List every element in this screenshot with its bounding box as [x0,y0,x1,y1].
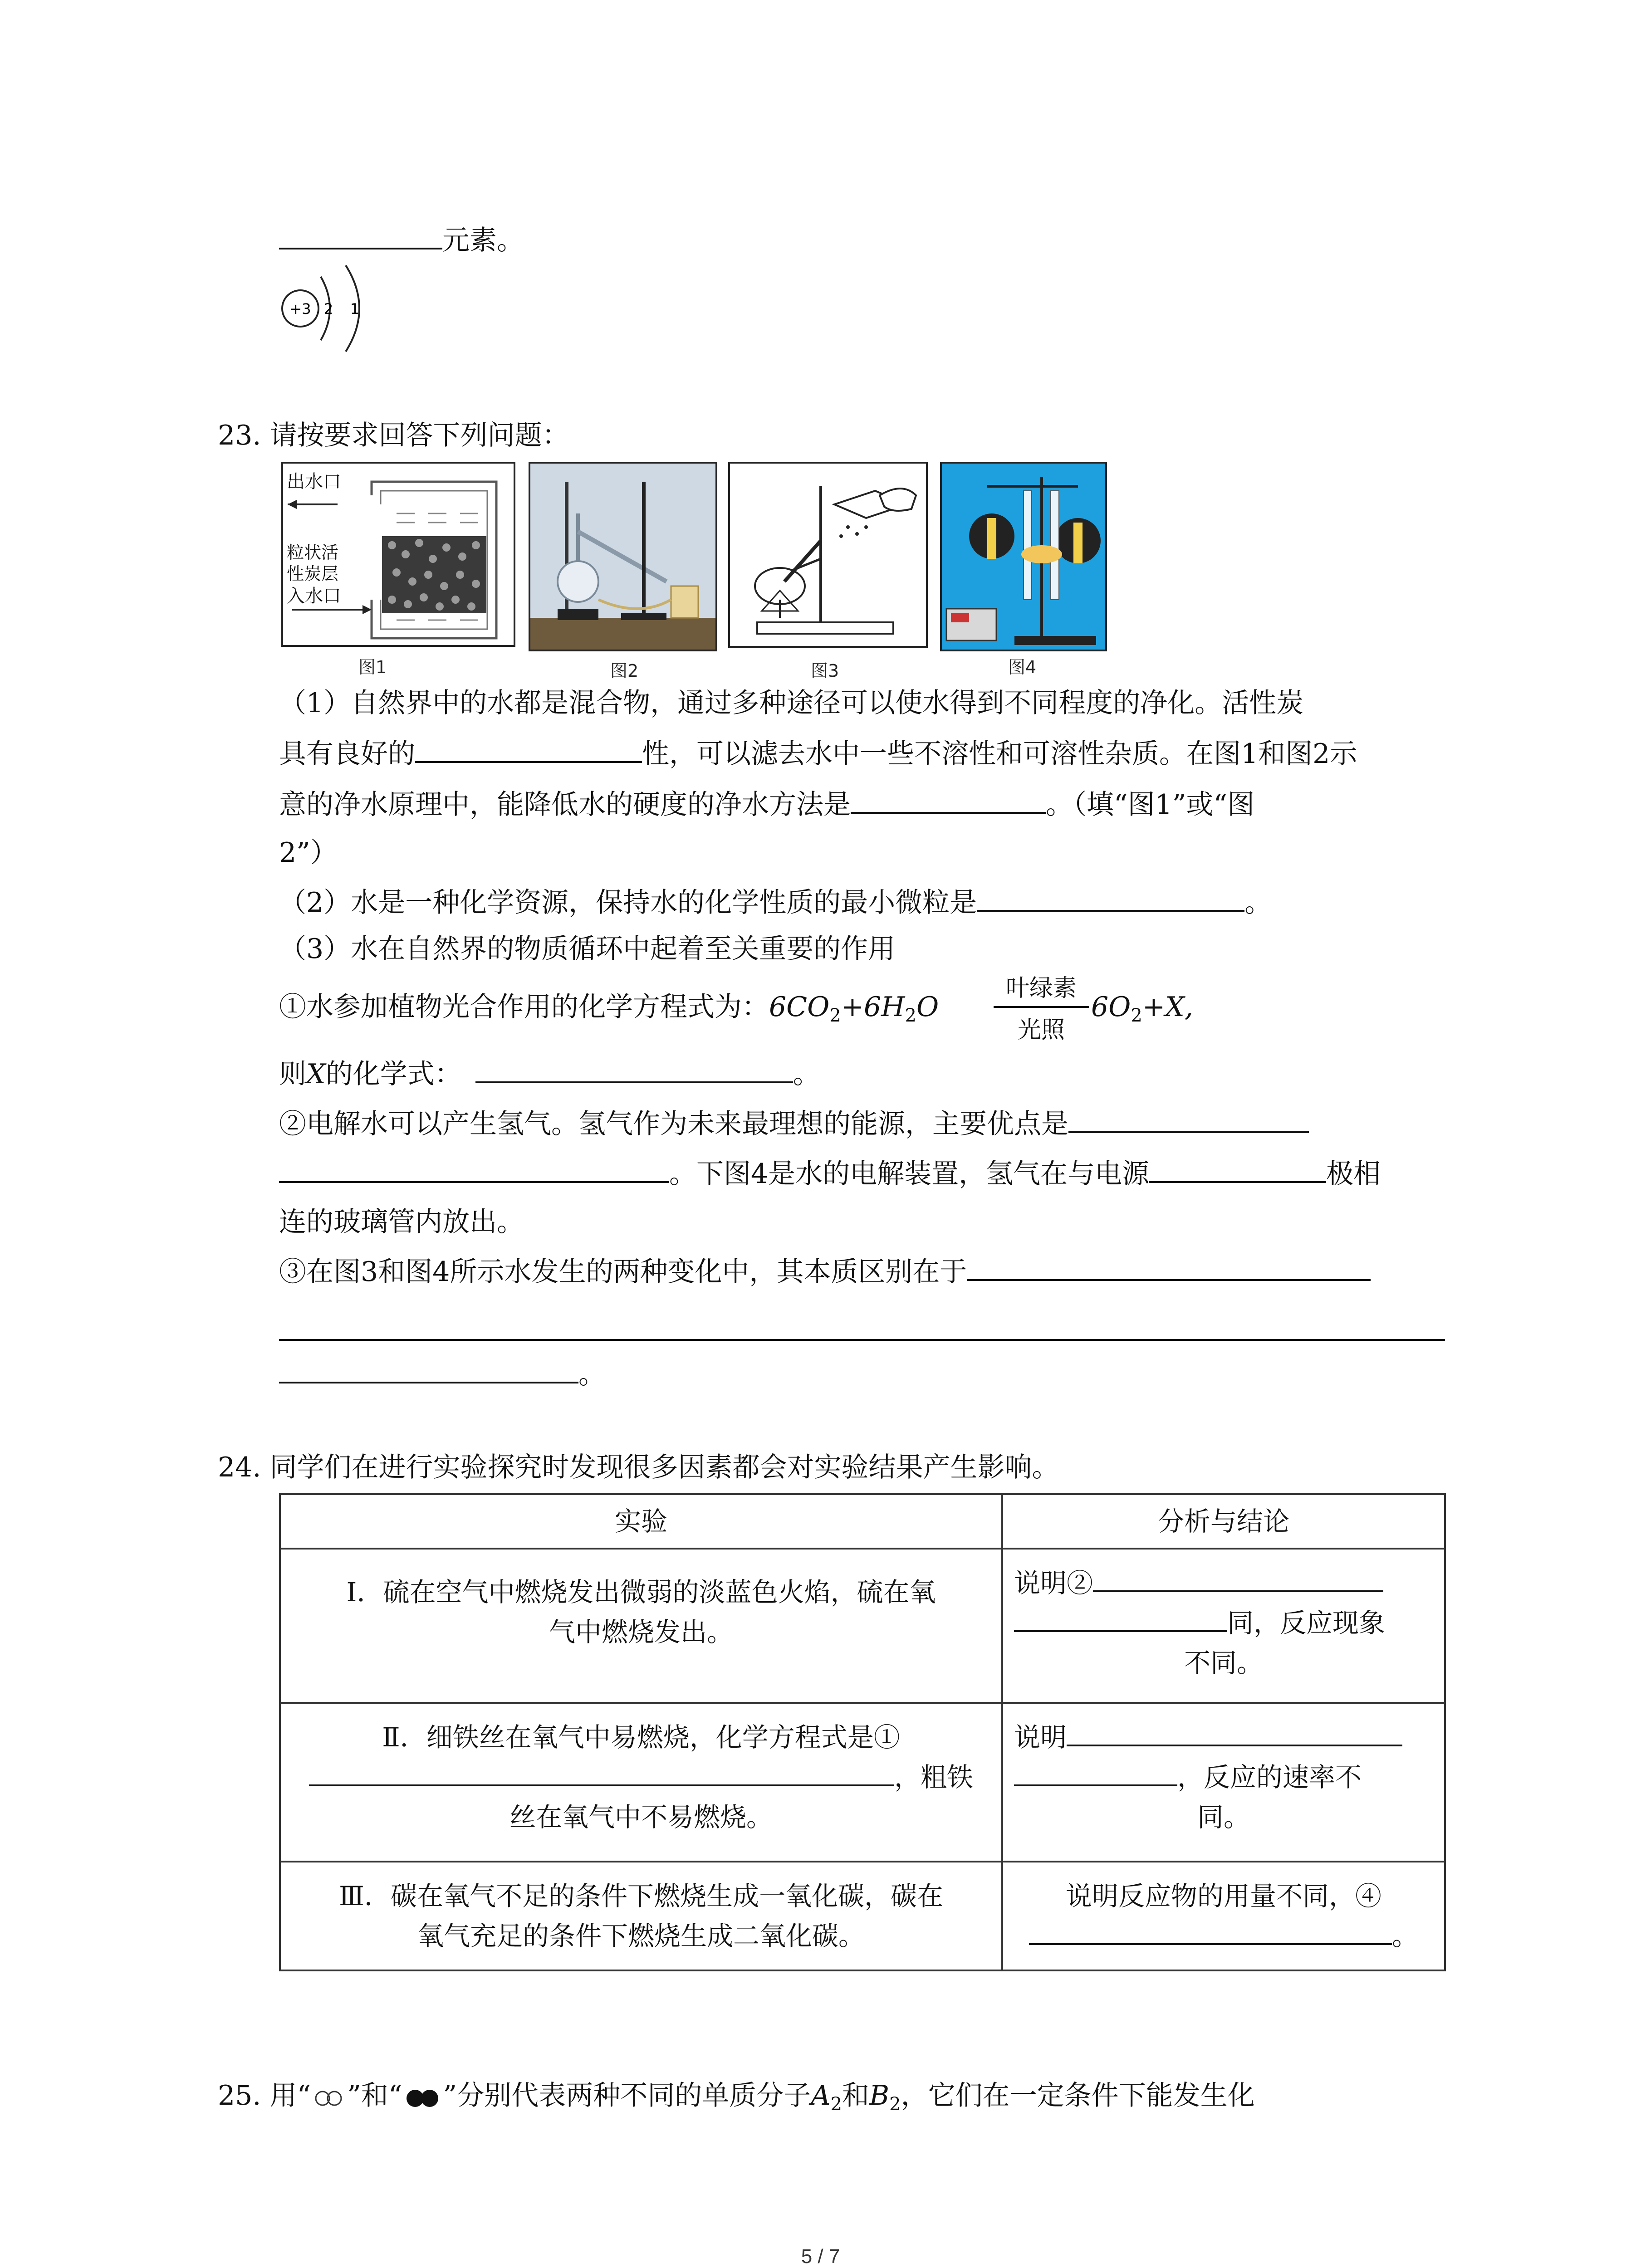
q22-answer-line[interactable] [279,222,524,259]
blank-2-cont[interactable] [1014,1605,1227,1632]
row2-experiment: Ⅱ．细铁丝在氧气中易燃烧，化学方程式是① ，粗铁 丝在氧气中不易燃烧。 [280,1703,1002,1862]
blank-smallest-particle[interactable] [977,885,1244,912]
q23-p2: （2）水是一种化学资源，保持水的化学性质的最小微粒是 。 [279,885,1272,921]
row3-experiment: Ⅲ．碳在氧气不足的条件下燃烧生成一氧化碳，碳在 氧气充足的条件下燃烧生成二氧化碳。 [280,1862,1002,1970]
q23-h2-line1: ②电解水可以产生氢气。氢气作为未来最理想的能源，主要优点是 [279,1106,1309,1142]
nucleus-charge: +3 [289,300,311,318]
caption-fig1: 图1 [358,657,387,677]
q23-diff-line1: ③在图3和图4所示水发生的两种变化中，其本质区别在于 [279,1254,1371,1290]
blank-x-formula[interactable] [475,1056,793,1083]
q23-h2-line2: 。下图4是水的电解装置，氢气在与电源 极相 [279,1156,1381,1192]
fig1-layer-label-2: 性炭层 [287,564,339,584]
header-analysis: 分析与结论 [1002,1494,1445,1549]
table-row [280,1703,1445,1862]
q23-h2-line3: 连的玻璃管内放出。 [279,1206,524,1238]
page-number: 5 / 7 [801,2245,840,2268]
q23-heading [218,417,569,454]
row3-analysis: 说明反应物的用量不同，④ 。 [1002,1862,1445,1970]
q24-heading [218,1449,1059,1486]
header-experiment: 实验 [280,1494,1002,1549]
figure-2-distillation [529,462,717,651]
blank-electrode[interactable] [1149,1156,1326,1183]
shell2-electrons: 1 [350,300,360,318]
blank-essential-difference[interactable] [967,1254,1371,1281]
figure-4-electrolysis [940,462,1107,651]
fig1-layer-label-1: 粒状活 [287,543,339,562]
blank-2-oxygen-concentration[interactable] [1093,1565,1383,1592]
fig1-outlet-label: 出水口 [287,471,341,492]
molecule-a2-icon [311,2089,347,2107]
blank-essential-difference-line2[interactable] [279,1339,1445,1341]
eq-condition-above: 叶绿素 [1005,975,1077,1002]
blank-3-cont[interactable] [1014,1759,1177,1786]
table-header-row [280,1494,1445,1549]
fig1-inlet-label: 入水口 [287,586,341,606]
blank-h2-advantage[interactable] [1068,1106,1309,1133]
table-row [280,1549,1445,1703]
atom-structure-diagram [278,263,377,363]
figure-3-evaporation [728,462,928,648]
q23-p1-line4: 2”） [279,837,338,869]
blank-4-product[interactable] [1029,1918,1392,1945]
eq-reaction-arrow-line [994,1006,1089,1008]
molecule-b2-icon [402,2088,443,2108]
blank-carbon-property[interactable] [415,736,642,763]
row1-experiment: Ⅰ．硫在空气中燃烧发出微弱的淡蓝色火焰，硫在氧 气中燃烧发出。 [280,1549,1002,1703]
q24-prompt: 同学们在进行实验探究时发现很多因素都会对实验结果产生影响。 [269,1452,1059,1483]
experiment-table [279,1493,1446,1971]
caption-fig2: 图2 [610,661,639,681]
q23-p1-line3: 意的净水原理中，能降低水的硬度的净水方法是 。（填“图1”或“图 [279,787,1254,823]
table-row [280,1862,1445,1970]
q24-number: 24. [218,1452,261,1483]
q25-number: 25. [218,2080,261,2112]
row2-analysis: 说明 ，反应的速率不 同。 [1002,1703,1445,1862]
photosynthesis-equation: ①水参加植物光合作用的化学方程式为：$6CO_2+6H_2O$ [279,991,939,1026]
blank-h2-advantage-cont[interactable] [279,1156,669,1183]
q23-p3: （3）水在自然界的物质循环中起着至关重要的作用 [279,933,896,965]
q23-x-formula: 则X的化学式： 。 [279,1056,820,1092]
caption-fig4: 图4 [1008,657,1037,677]
caption-fig3: 图3 [811,661,839,681]
q23-diff-line3: 。 [279,1356,606,1393]
blank-hardness-method[interactable] [851,787,1046,814]
figure-1-carbon-filter [281,462,515,647]
blank-essential-difference-line3[interactable] [279,1356,578,1383]
eq-condition-below: 光照 [1017,1017,1065,1044]
q23-number: 23. [218,420,261,451]
q23-p1-line2: 具有良好的 性，可以滤去水中一些不溶性和可溶性杂质。在图1和图2示 [279,736,1357,772]
blank-3-contact-area[interactable] [1067,1719,1402,1746]
q23-p1-line1: （1）自然界中的水都是混合物，通过多种途径可以使水得到不同程度的净化。活性炭 [279,687,1304,719]
q22-tail: 元素。 [442,225,524,256]
shell1-electrons: 2 [323,300,333,318]
q25-text: 25. 用“ ”和“ ”分别代表两种不同的单质分子$A_2$和$B_2$，它们在一定条件下能发生化 [218,2080,1255,2115]
row1-analysis: 说明② 同，反应现象 不同。 [1002,1549,1445,1703]
q23-prompt: 请按要求回答下列问题： [269,420,569,451]
eq-products: $6O_2+X$, [1091,991,1193,1026]
blank-1-iron-equation[interactable] [309,1759,894,1786]
